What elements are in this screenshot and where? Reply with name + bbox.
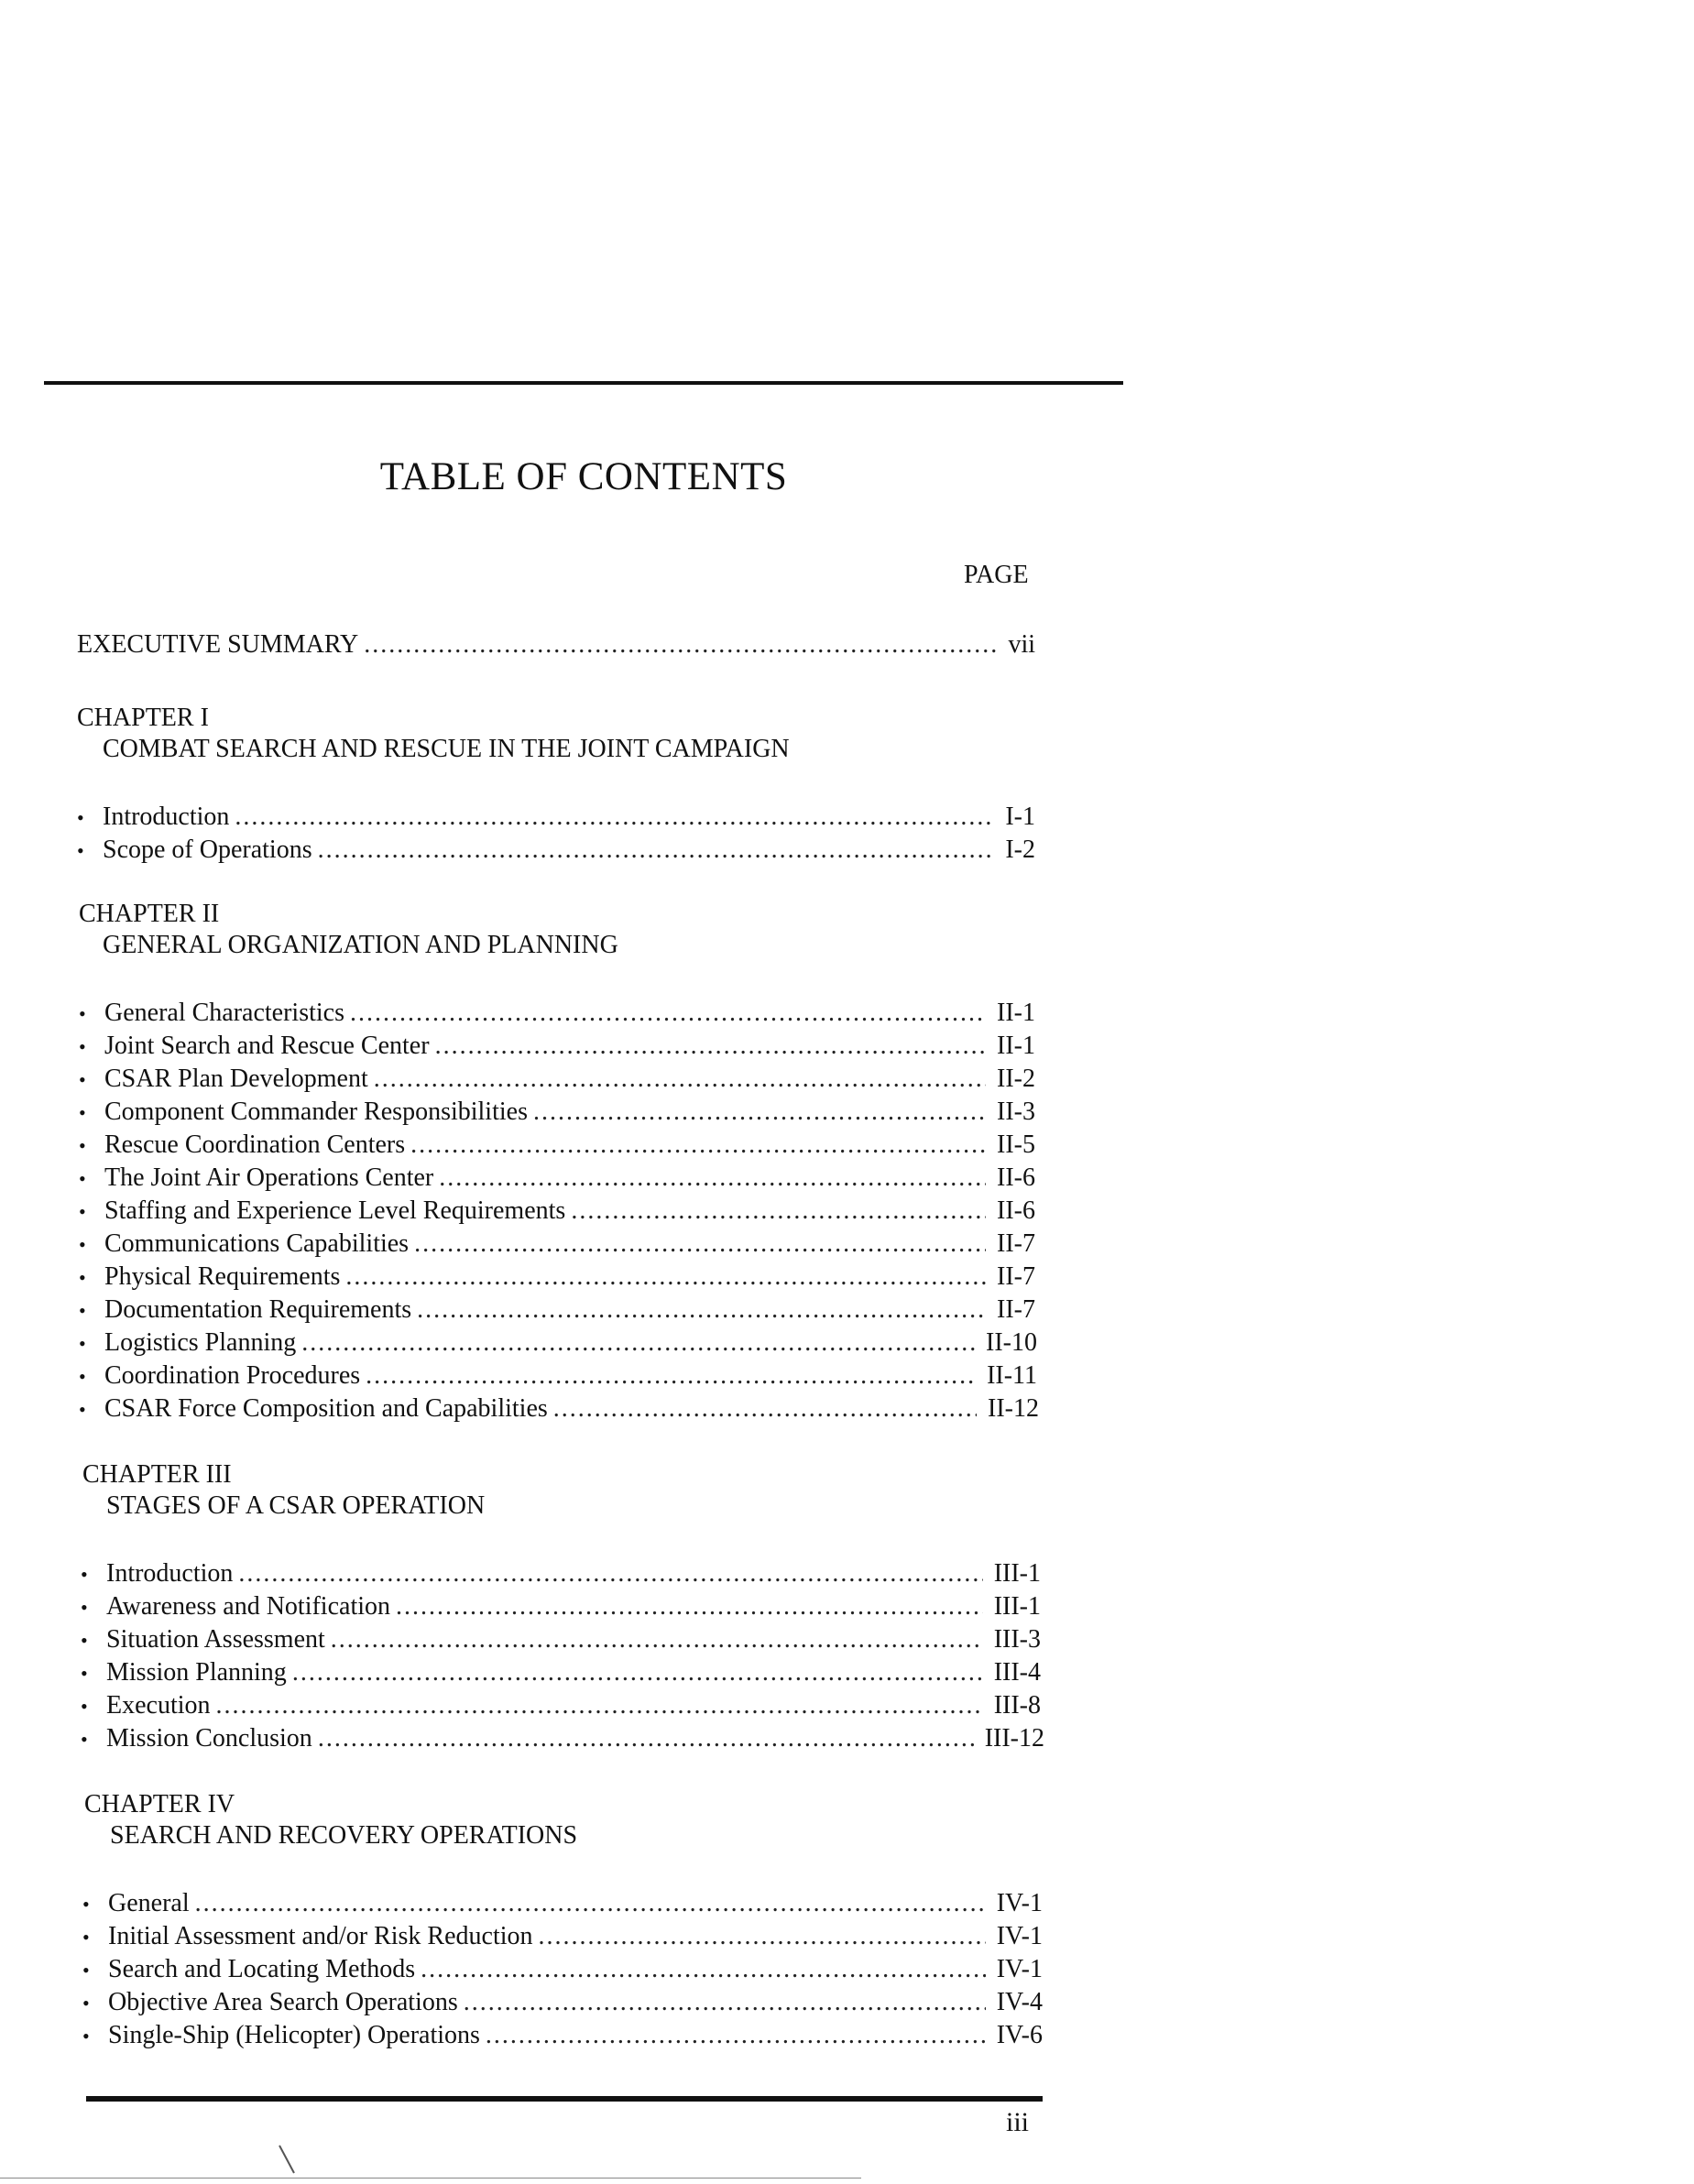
bullet-icon: • — [79, 1068, 86, 1091]
bullet-icon: • — [82, 1926, 90, 1949]
bullet-icon: • — [81, 1728, 88, 1751]
bullet-icon: • — [77, 806, 84, 829]
dot-leader — [533, 1096, 986, 1129]
toc-entry-label: Logistics Planning — [104, 1328, 297, 1357]
chapter-title: GENERAL ORGANIZATION AND PLANNING — [103, 931, 618, 959]
toc-entry-label: CSAR Plan Development — [104, 1065, 368, 1093]
toc-entry-label: CSAR Force Composition and Capabilities — [104, 1394, 548, 1423]
bullet-icon: • — [79, 1167, 86, 1190]
toc-entry-page: III-1 — [993, 1592, 1041, 1621]
bullet-icon: • — [79, 1299, 86, 1322]
toc-entry-label: General — [108, 1889, 190, 1917]
toc-entry-label: Coordination Procedures — [104, 1361, 361, 1390]
toc-entry[interactable] — [77, 801, 1035, 834]
toc-entry[interactable] — [77, 834, 1035, 867]
toc-entry-page: III-4 — [993, 1658, 1041, 1687]
toc-entry-page: II-3 — [997, 1097, 1035, 1126]
toc-entry-label: Communications Capabilities — [104, 1229, 410, 1258]
toc-entry[interactable] — [79, 1096, 1035, 1129]
dot-leader — [318, 834, 995, 867]
toc-entry-page: II-10 — [986, 1328, 1037, 1357]
toc-entry-page: IV-1 — [996, 1955, 1043, 1983]
toc-entry[interactable] — [79, 1261, 1035, 1294]
dot-leader — [235, 801, 994, 834]
toc-entry-page: IV-6 — [996, 2021, 1043, 2049]
dot-leader — [195, 1887, 986, 1920]
toc-entry[interactable] — [79, 1162, 1035, 1195]
dot-leader — [331, 1623, 983, 1656]
dot-leader — [414, 1228, 986, 1261]
bullet-icon: • — [79, 1035, 86, 1058]
dot-leader — [364, 628, 997, 661]
bullet-icon: • — [82, 1959, 90, 1982]
page-column-header: PAGE — [964, 561, 1029, 589]
toc-entry-label: Documentation Requirements — [104, 1295, 412, 1324]
toc-entry-label: Staffing and Experience Level Requirements — [104, 1196, 566, 1225]
toc-entry[interactable] — [79, 1063, 1035, 1096]
toc-entry-label: Component Commander Responsibilities — [104, 1097, 528, 1126]
toc-entry-page: II-5 — [997, 1130, 1035, 1159]
toc-entry-page: I-1 — [1005, 803, 1035, 831]
bullet-icon: • — [79, 1332, 86, 1355]
dot-leader — [374, 1063, 986, 1096]
bullet-icon: • — [82, 1893, 90, 1916]
dot-leader — [238, 1557, 982, 1590]
toc-entry[interactable] — [81, 1722, 1044, 1755]
toc-entry[interactable] — [81, 1656, 1041, 1689]
toc-entry[interactable] — [81, 1689, 1041, 1722]
bullet-icon: • — [81, 1629, 88, 1652]
dot-leader — [435, 1030, 986, 1063]
dot-leader — [301, 1327, 975, 1360]
dot-leader — [571, 1195, 986, 1228]
toc-entry-label: Scope of Operations — [103, 835, 312, 864]
dot-leader — [396, 1590, 983, 1623]
chapter-title: STAGES OF A CSAR OPERATION — [106, 1491, 486, 1520]
chapter-heading: CHAPTER III — [82, 1460, 232, 1489]
bullet-icon: • — [82, 2025, 90, 2048]
toc-entry[interactable] — [82, 1953, 1043, 1986]
toc-entry[interactable] — [81, 1557, 1041, 1590]
toc-entry-label: Awareness and Notification — [106, 1592, 390, 1621]
toc-entry-label: Single-Ship (Helicopter) Operations — [108, 2021, 480, 2049]
toc-entry-label: Initial Assessment and/or Risk Reduction — [108, 1922, 533, 1950]
toc-entry-label: Introduction — [103, 803, 230, 831]
toc-entry[interactable] — [79, 1195, 1035, 1228]
dot-leader — [421, 1953, 986, 1986]
toc-entry-page: II-7 — [997, 1262, 1035, 1291]
toc-entry-label: EXECUTIVE SUMMARY — [77, 630, 359, 659]
dot-leader — [417, 1294, 986, 1327]
toc-entry-page: II-1 — [997, 999, 1035, 1027]
page-number: iii — [1006, 2107, 1030, 2137]
toc-entry-label: Introduction — [106, 1559, 234, 1588]
toc-entry-page: II-2 — [997, 1065, 1035, 1093]
toc-entry-page: II-12 — [988, 1394, 1039, 1423]
chapter-heading: CHAPTER I — [77, 704, 209, 732]
bullet-icon: • — [81, 1695, 88, 1718]
toc-entry-label: Execution — [106, 1691, 211, 1720]
page-title: TABLE OF CONTENTS — [379, 455, 788, 498]
toc-entry[interactable] — [79, 1392, 1039, 1425]
dot-leader — [410, 1129, 986, 1162]
chapter-title: COMBAT SEARCH AND RESCUE IN THE JOINT CAMPAIGN — [103, 735, 790, 763]
bullet-icon: • — [79, 1134, 86, 1157]
bullet-icon: • — [79, 1398, 86, 1421]
dot-leader — [350, 997, 986, 1030]
toc-entry-page: IV-4 — [996, 1988, 1043, 2016]
bullet-icon: • — [79, 1233, 86, 1256]
dot-leader — [464, 1986, 986, 2019]
toc-entry-label: Mission Conclusion — [106, 1724, 312, 1753]
toc-entry-page: II-1 — [997, 1032, 1035, 1060]
bullet-icon: • — [81, 1563, 88, 1586]
toc-entry[interactable] — [79, 1030, 1035, 1063]
dot-leader — [439, 1162, 986, 1195]
toc-entry[interactable] — [82, 1920, 1043, 1953]
bullet-icon: • — [82, 1992, 90, 2015]
chapter-title: SEARCH AND RECOVERY OPERATIONS — [110, 1821, 578, 1850]
toc-entry-label: Search and Locating Methods — [108, 1955, 416, 1983]
bullet-icon: • — [77, 839, 84, 862]
dot-leader — [486, 2019, 986, 2052]
toc-entry-page: III-3 — [993, 1625, 1041, 1654]
toc-entry-label: Physical Requirements — [104, 1262, 341, 1291]
toc-entry-page: IV-1 — [996, 1922, 1043, 1950]
toc-entry-page: I-2 — [1005, 835, 1035, 864]
toc-entry-label: General Characteristics — [104, 999, 344, 1027]
toc-entry[interactable] — [81, 1623, 1041, 1656]
toc-entry[interactable] — [79, 1294, 1035, 1327]
toc-entry[interactable] — [79, 1327, 1037, 1360]
toc-entry[interactable] — [82, 1986, 1043, 2019]
toc-entry-page: IV-1 — [996, 1889, 1043, 1917]
bullet-icon: • — [79, 1365, 86, 1388]
toc-entry-page: II-6 — [997, 1163, 1035, 1192]
toc-entry-label: Situation Assessment — [106, 1625, 325, 1654]
chapter-heading: CHAPTER II — [79, 900, 220, 928]
toc-entry-page: vii — [1008, 630, 1035, 659]
dot-leader — [539, 1920, 986, 1953]
toc-entry-page: III-12 — [984, 1724, 1044, 1753]
toc-entry-label: Mission Planning — [106, 1658, 287, 1687]
toc-entry-label: Objective Area Search Operations — [108, 1988, 458, 2016]
dot-leader — [216, 1689, 983, 1722]
toc-entry-page: II-7 — [997, 1295, 1035, 1324]
toc-entry-label: Joint Search and Rescue Center — [104, 1032, 430, 1060]
dot-leader — [292, 1656, 983, 1689]
stray-pen-mark — [279, 2146, 295, 2174]
toc-entry[interactable] — [79, 1129, 1035, 1162]
toc-entry[interactable] — [81, 1590, 1041, 1623]
toc-entry-page: II-11 — [987, 1361, 1037, 1390]
toc-entry-label: The Joint Air Operations Center — [104, 1163, 434, 1192]
bullet-icon: • — [79, 1266, 86, 1289]
dot-leader — [366, 1360, 976, 1392]
chapter-heading: CHAPTER IV — [84, 1790, 235, 1818]
scan-edge-line — [0, 2178, 861, 2179]
top-rule — [44, 381, 1123, 385]
toc-entry[interactable] — [82, 1887, 1043, 1920]
toc-entry[interactable] — [79, 997, 1035, 1030]
toc-entry[interactable] — [82, 2019, 1043, 2052]
toc-entry-page: III-1 — [993, 1559, 1041, 1588]
toc-entry-executive-summary[interactable] — [77, 628, 1035, 661]
toc-entry[interactable] — [79, 1360, 1037, 1392]
toc-entry-page: II-7 — [997, 1229, 1035, 1258]
bullet-icon: • — [81, 1662, 88, 1685]
bullet-icon: • — [79, 1101, 86, 1124]
toc-entry-page: II-6 — [997, 1196, 1035, 1225]
toc-entry[interactable] — [79, 1228, 1035, 1261]
bullet-icon: • — [81, 1596, 88, 1619]
dot-leader — [553, 1392, 977, 1425]
bottom-rule — [86, 2096, 1043, 2102]
bullet-icon: • — [79, 1200, 86, 1223]
dot-leader — [318, 1722, 974, 1755]
toc-entry-page: III-8 — [993, 1691, 1041, 1720]
dot-leader — [345, 1261, 986, 1294]
bullet-icon: • — [79, 1002, 86, 1025]
toc-entry-label: Rescue Coordination Centers — [104, 1130, 406, 1159]
